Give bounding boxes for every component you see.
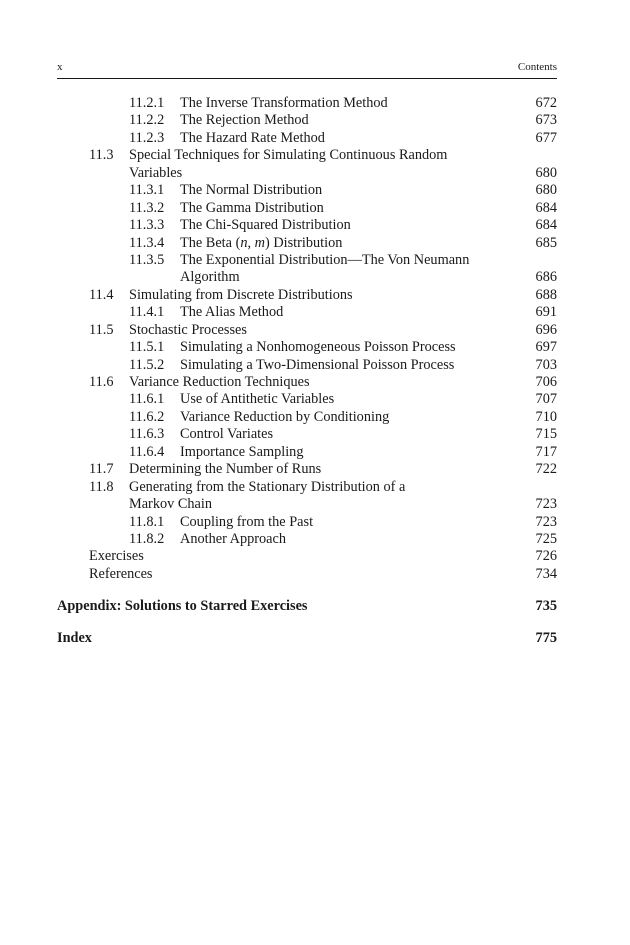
toc-page: 691 (535, 304, 557, 321)
toc-entry[interactable] (57, 566, 557, 583)
toc-entry[interactable] (57, 112, 557, 129)
toc-entry[interactable] (57, 322, 557, 339)
toc-entry[interactable] (57, 426, 557, 443)
toc-page: 680 (535, 182, 557, 199)
toc-page: 715 (535, 426, 557, 443)
toc-entry[interactable] (57, 287, 557, 304)
toc-page: 697 (535, 339, 557, 356)
toc-title: Control Variates (180, 426, 274, 443)
toc-entry[interactable] (57, 235, 557, 252)
toc-page: 680 (535, 164, 557, 181)
table-of-contents (57, 95, 557, 647)
toc-number: 11.3.5 (129, 251, 165, 268)
toc-title: The Gamma Distribution (180, 199, 324, 216)
toc-number: 11.3.1 (129, 182, 165, 199)
toc-entry[interactable] (57, 95, 557, 112)
toc-title: Simulating a Nonhomogeneous Poisson Process (180, 339, 456, 356)
toc-title: Special Techniques for Simulating Continuous Random Variables (129, 147, 448, 181)
toc-entry[interactable] (57, 217, 557, 234)
running-head (57, 59, 557, 75)
toc-entry[interactable] (57, 339, 557, 356)
toc-entry[interactable] (57, 357, 557, 374)
toc-page: 672 (535, 95, 557, 111)
toc-title: Appendix: Solutions to Starred Exercises (57, 597, 308, 614)
toc-title: Another Approach (180, 530, 287, 547)
contents-page (57, 0, 557, 945)
header-rule (57, 78, 557, 79)
toc-number: 11.3.2 (129, 199, 165, 216)
toc-title: The Inverse Transformation Method (180, 95, 388, 111)
toc-entry[interactable] (57, 409, 557, 426)
toc-page: 723 (535, 513, 557, 530)
toc-page: 723 (535, 496, 557, 513)
toc-entry[interactable] (57, 130, 557, 147)
toc-number: 11.6.3 (129, 426, 165, 443)
toc-spacer (57, 615, 557, 629)
toc-page: 706 (535, 374, 557, 391)
toc-page: 725 (535, 530, 557, 547)
toc-title: Exercises (89, 548, 144, 565)
toc-page: 686 (535, 269, 557, 286)
toc-number: 11.2.2 (129, 112, 165, 129)
toc-page: 684 (535, 199, 557, 216)
toc-title: Variance Reduction by Conditioning (180, 408, 390, 425)
toc-entry[interactable] (57, 548, 557, 565)
toc-number: 11.8.2 (129, 530, 165, 547)
toc-page: 688 (535, 286, 557, 303)
toc-entry-index[interactable] (57, 630, 557, 647)
toc-page: 707 (535, 391, 557, 408)
toc-entry[interactable] (57, 200, 557, 217)
toc-title: The Beta (n, m) Distribution (180, 234, 343, 251)
toc-entry[interactable] (57, 252, 557, 287)
toc-title: Determining the Number of Runs (129, 461, 322, 478)
toc-page: 677 (535, 129, 557, 146)
toc-number: 11.4.1 (129, 304, 165, 321)
toc-title: Use of Antithetic Variables (180, 391, 335, 408)
toc-title: Variance Reduction Techniques (129, 374, 310, 391)
toc-number: 11.8 (89, 478, 114, 495)
toc-number: 11.3 (89, 147, 114, 164)
toc-spacer (57, 583, 557, 597)
toc-title: The Normal Distribution (180, 182, 323, 199)
toc-entry-appendix[interactable] (57, 598, 557, 615)
toc-entry[interactable] (57, 304, 557, 321)
toc-page: 684 (535, 217, 557, 234)
toc-number: 11.6.4 (129, 443, 165, 460)
toc-entry[interactable] (57, 391, 557, 408)
toc-number: 11.3.4 (129, 234, 165, 251)
toc-title: Stochastic Processes (129, 321, 247, 338)
toc-page: 703 (535, 356, 557, 373)
toc-entry[interactable] (57, 182, 557, 199)
toc-page: 775 (535, 629, 557, 646)
toc-title: Index (57, 629, 92, 646)
toc-page: 726 (535, 548, 557, 565)
toc-page: 717 (535, 443, 557, 460)
toc-page: 734 (535, 565, 557, 582)
toc-entry[interactable] (57, 531, 557, 548)
toc-page: 735 (535, 597, 557, 614)
toc-title: Generating from the Stationary Distribution of a Markov Chain (129, 478, 406, 513)
toc-number: 11.2.1 (129, 95, 165, 111)
toc-page: 722 (535, 461, 557, 478)
toc-number: 11.3.3 (129, 217, 165, 234)
toc-title: The Alias Method (180, 304, 284, 321)
toc-title: Importance Sampling (180, 443, 304, 460)
toc-title: References (89, 565, 153, 582)
toc-entry[interactable] (57, 147, 557, 182)
toc-entry[interactable] (57, 514, 557, 531)
toc-page: 696 (535, 321, 557, 338)
toc-title: Simulating a Two-Dimensional Poisson Process (180, 356, 455, 373)
toc-title: The Exponential Distribution—The Von Neumann Algorithm (180, 251, 470, 286)
running-title: Contents (517, 61, 557, 73)
toc-number: 11.5 (89, 321, 114, 338)
toc-entry[interactable] (57, 461, 557, 478)
toc-number: 11.6.1 (129, 391, 165, 408)
page-folio: x (57, 61, 63, 73)
toc-title: The Rejection Method (180, 112, 309, 129)
toc-title: The Hazard Rate Method (180, 129, 325, 146)
toc-number: 11.6 (89, 374, 114, 391)
toc-number: 11.6.2 (129, 408, 165, 425)
toc-title: The Chi-Squared Distribution (180, 217, 351, 234)
toc-entry[interactable] (57, 374, 557, 391)
toc-entry[interactable] (57, 444, 557, 461)
toc-page: 710 (535, 408, 557, 425)
toc-page: 673 (535, 112, 557, 129)
toc-number: 11.8.1 (129, 513, 165, 530)
toc-number: 11.2.3 (129, 129, 165, 146)
toc-title: Coupling from the Past (180, 513, 314, 530)
toc-title: Simulating from Discrete Distributions (129, 286, 353, 303)
toc-number: 11.5.1 (129, 339, 165, 356)
toc-entry[interactable] (57, 479, 557, 514)
toc-page: 685 (535, 234, 557, 251)
toc-number: 11.5.2 (129, 356, 165, 373)
toc-number: 11.4 (89, 286, 114, 303)
toc-number: 11.7 (89, 461, 114, 478)
